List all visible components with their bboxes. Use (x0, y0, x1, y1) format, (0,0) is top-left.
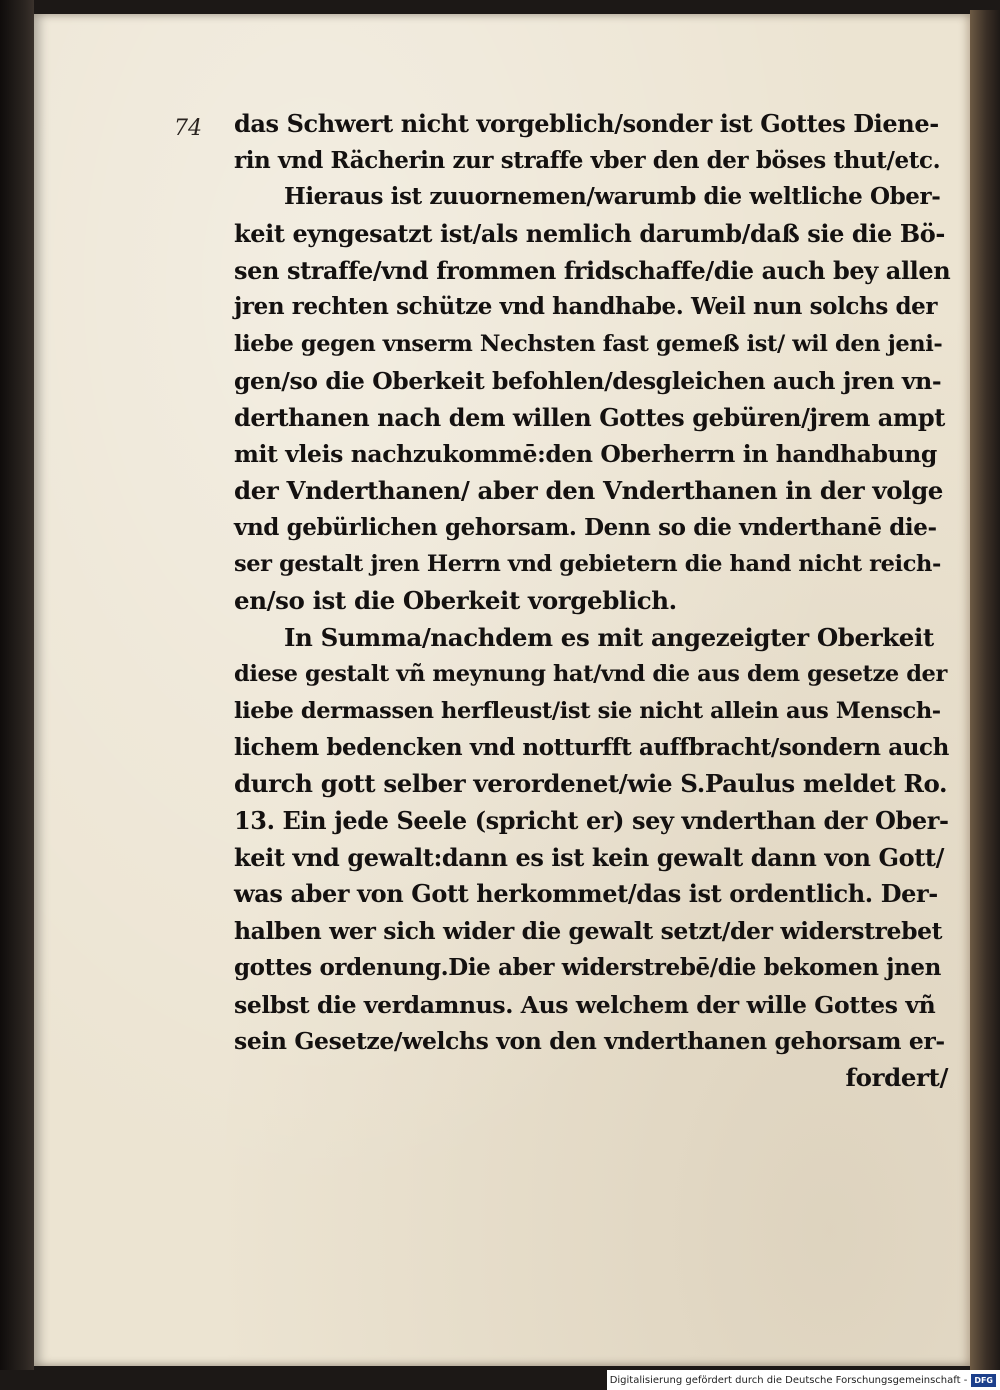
page-number: 74 (174, 116, 202, 141)
text-line: In Summa/nachdem es mit angezeigter Oberkeit (284, 622, 934, 652)
text-line: derthanen nach dem willen Gottes gebüren/jrem ampt (234, 402, 945, 432)
text-line: rin vnd Rächerin zur straffe vber den der böses thut/etc. (234, 146, 941, 174)
text-line: der Vnderthanen/ aber den Vnderthanen in der volge (234, 475, 943, 505)
text-line: 13. Ein jede Seele (spricht er) sey vnderthan der Ober- (234, 806, 949, 836)
text-line: jren rechten schütze vnd handhabe. Weil nun solchs der (234, 293, 938, 321)
text-line: keit vnd gewalt:dann es ist kein gewalt dann von Gott/ (234, 842, 944, 872)
text-line: sein Gesetze/welchs von den vnderthanen gehorsam er- (234, 1027, 945, 1056)
page-edge-stack (970, 10, 1000, 1370)
text-line: ser gestalt jren Herrn vnd gebietern die hand nicht reich- (234, 551, 941, 578)
text-line: en/so ist die Oberkeit vorgeblich. (234, 585, 677, 615)
catchword: fordert/ (845, 1062, 948, 1092)
text-line: keit eyngesatzt ist/als nemlich darumb/daß sie die Bö- (234, 219, 945, 249)
text-line: halben wer sich wider die gewalt setzt/der widerstrebet (234, 917, 943, 946)
digitization-credit (607, 1370, 1000, 1390)
credit-text: Digitalisierung gefördert durch die Deutsche Forschungsgemeinschaft - (609, 1374, 968, 1386)
book-spine-edge (0, 0, 34, 1370)
text-line: sen straffe/vnd frommen fridschaffe/die auch bey allen (234, 255, 951, 285)
text-block (234, 106, 950, 1097)
text-line: vnd gebürlichen gehorsam. Denn so die vnderthanē die- (234, 513, 937, 541)
text-line: Hieraus ist zuuornemen/warumb die weltliche Ober- (284, 183, 941, 211)
text-line: das Schwert nicht vorgeblich/sonder ist Gottes Diene- (234, 109, 939, 138)
text-line: gen/so die Oberkeit befohlen/desgleichen auch jren vn- (234, 366, 942, 395)
text-line: gottes ordenung.Die aber widerstrebē/die bekomen jnen (234, 953, 941, 981)
book-page (34, 14, 970, 1366)
text-line: liebe dermassen herfleust/ist sie nicht allein aus Mensch- (234, 698, 941, 724)
text-line: lichem bedencken vnd notturfft auffbracht/sondern auch (234, 733, 949, 761)
text-line: diese gestalt vñ meynung hat/vnd die aus dem gesetze der (234, 661, 947, 688)
text-line: durch gott selber verordenet/wie S.Paulus meldet Ro. (234, 769, 948, 799)
dfg-logo: DFG (971, 1374, 996, 1387)
text-line: was aber von Gott herkommet/das ist ordentlich. Der- (234, 879, 938, 909)
text-line: mit vleis nachzukommē:den Oberherrn in handhabung (234, 440, 937, 469)
text-line: selbst die verdamnus. Aus welchem der wille Gottes vñ (234, 990, 936, 1019)
text-line: liebe gegen vnserm Nechsten fast gemeß ist/ wil den jeni- (234, 331, 943, 358)
